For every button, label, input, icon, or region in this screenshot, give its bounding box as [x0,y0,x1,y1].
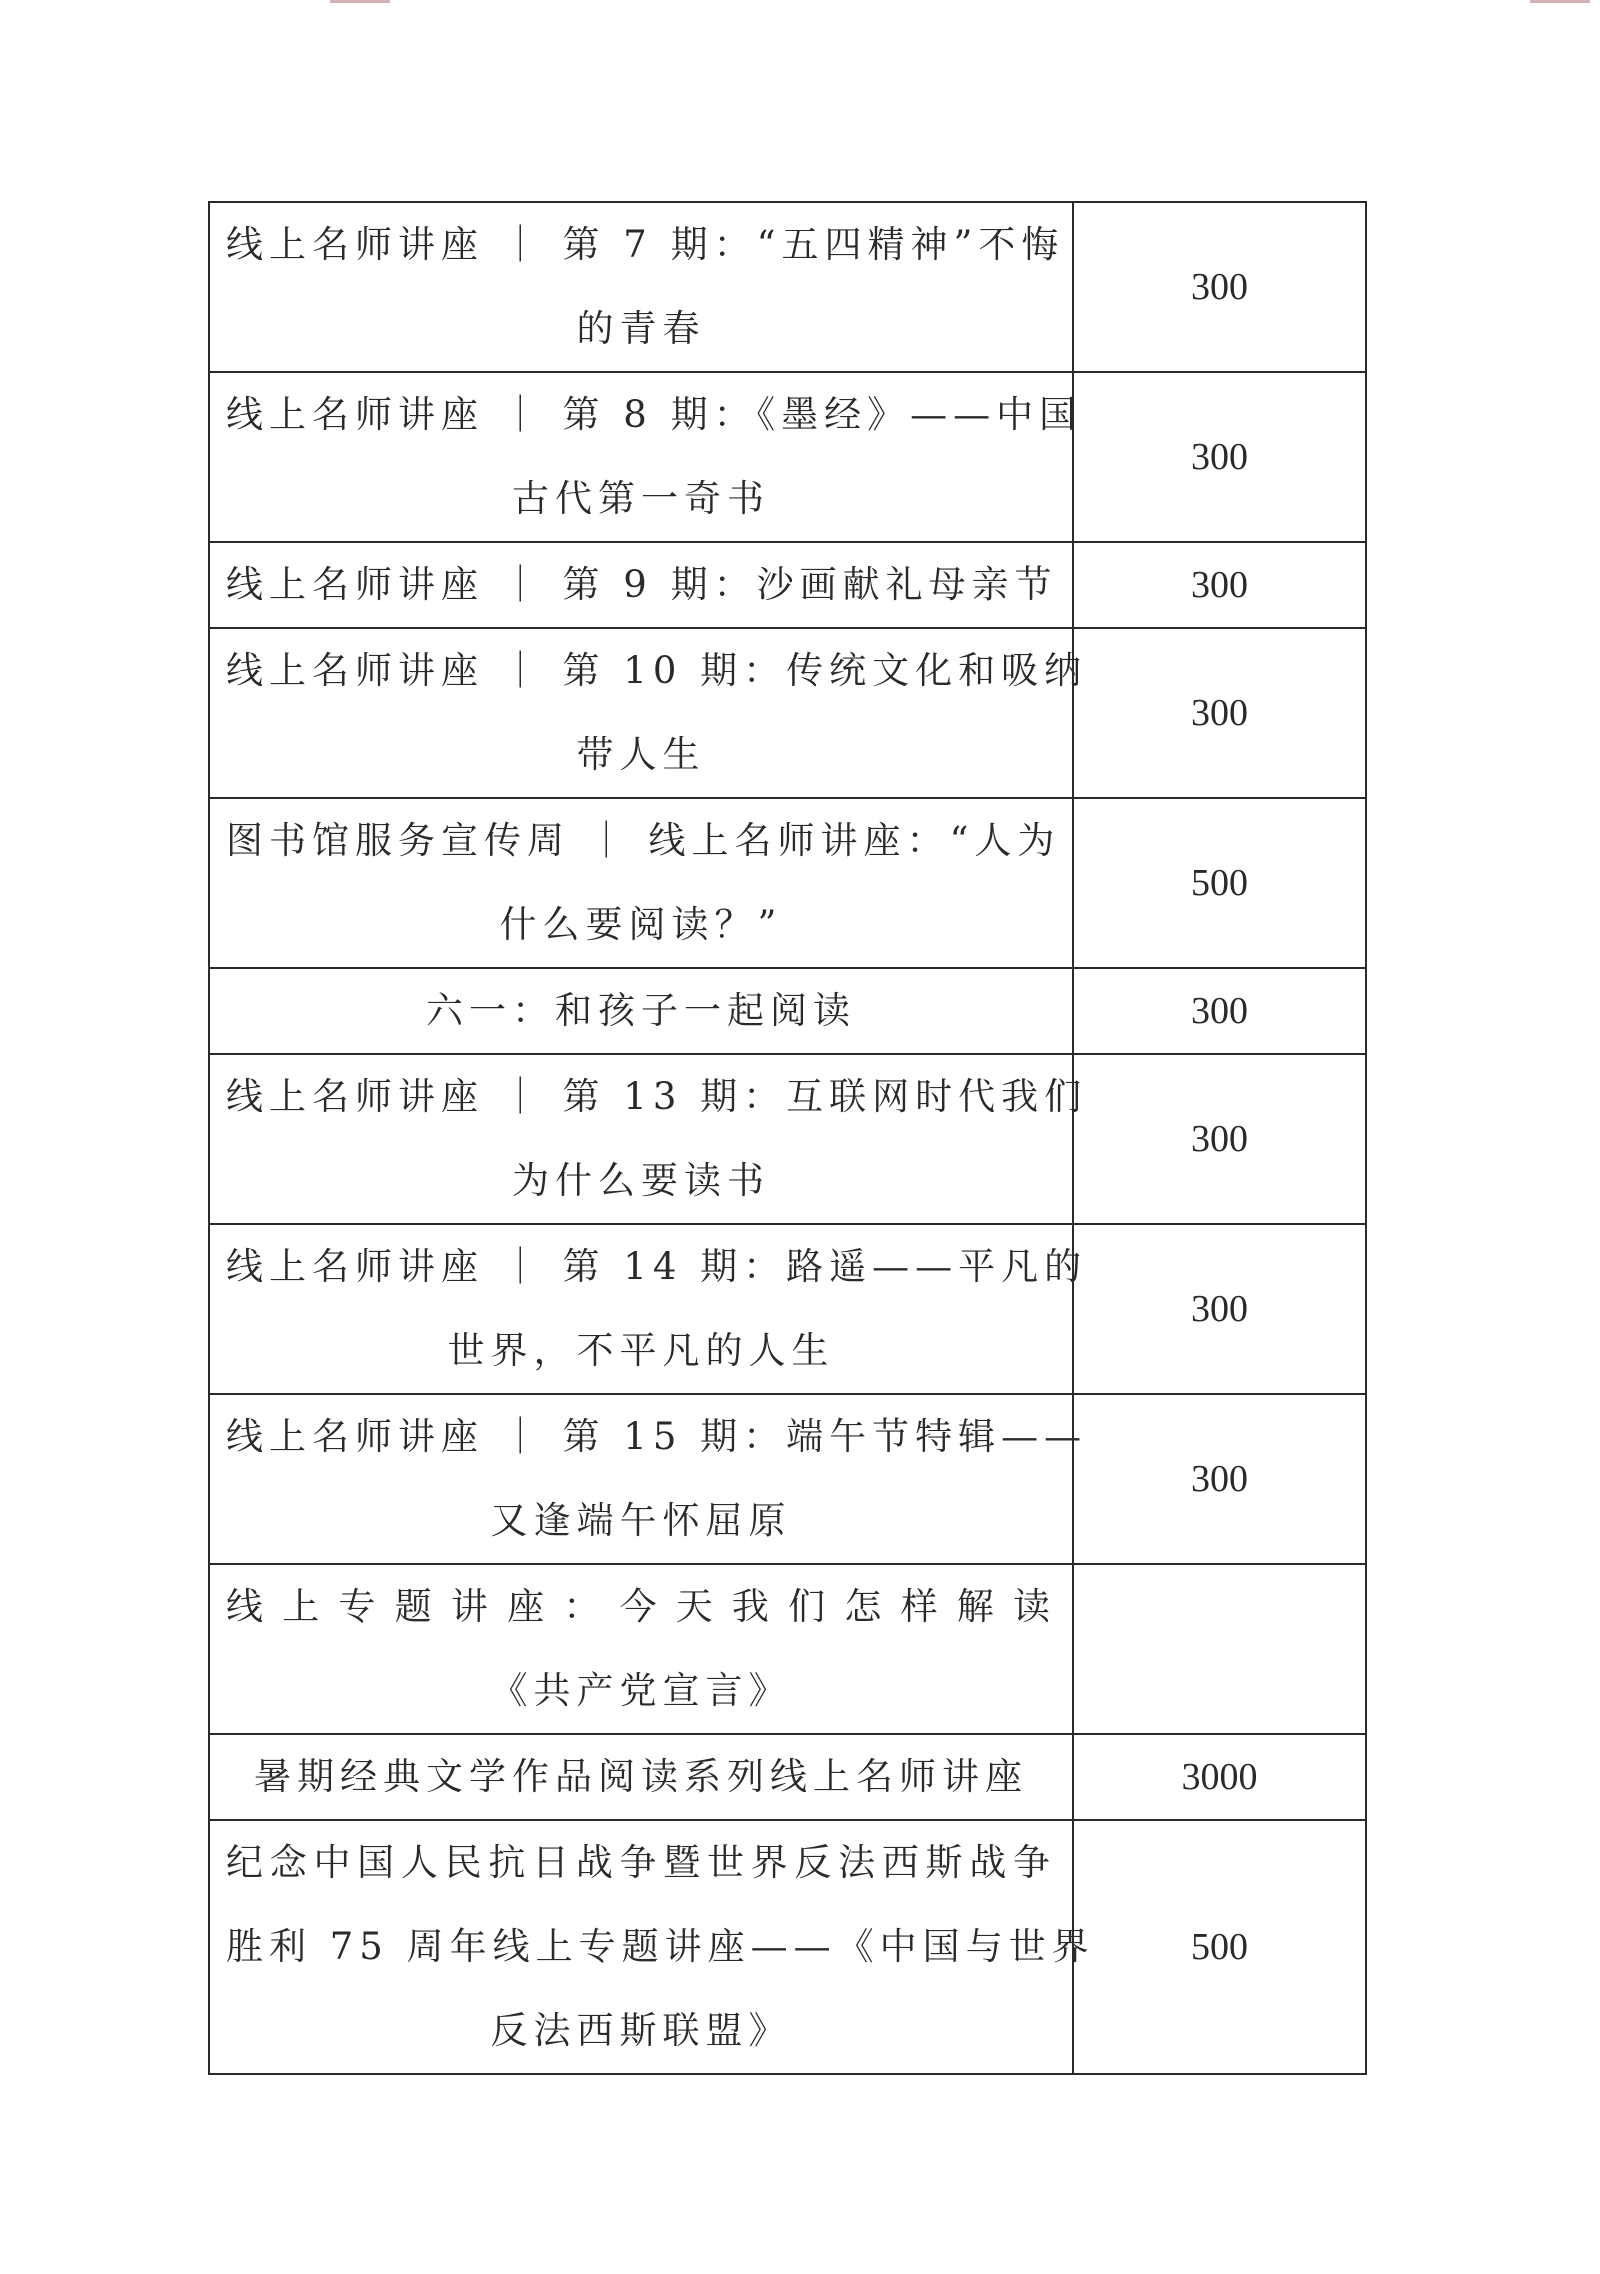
table-row [209,1224,1366,1394]
event-amount-cell: 300 [1073,628,1366,798]
page-edge-mark-right [1530,0,1590,3]
event-title-line: 为什么要读书 [512,1159,770,1202]
table-row [209,542,1366,628]
event-amount-cell: 300 [1073,1394,1366,1564]
event-amount-cell: 300 [1073,1054,1366,1224]
event-title-cell [209,1224,1088,1394]
event-title-line: 世界，不平凡的人生 [447,1329,835,1372]
event-title-line: 什么要阅读？” [499,903,783,946]
table-row [209,628,1366,798]
event-amount-cell: 300 [1073,372,1366,542]
table-row [209,1564,1366,1734]
event-amount-cell: 300 [1073,1224,1366,1394]
event-title-line: 六一：和孩子一起阅读 [426,989,856,1032]
event-title-cell [209,1564,1073,1734]
event-title-line: 胜利 75 周年线上专题讲座——《中国与世界 [226,1925,1095,1968]
event-title-cell [209,1054,1088,1224]
event-title-line: 图书馆服务宣传周 ｜ 线上名师讲座：“人为 [226,819,1061,862]
event-title-cell [209,372,1083,542]
event-title-line: 线上名师讲座 ｜ 第 15 期：端午节特辑—— [226,1415,1088,1458]
event-amount-cell [1073,1564,1366,1734]
event-title-line: 线上名师讲座 ｜ 第 7 期：“五四精神”不悔 [226,223,1065,266]
event-title-line: 线上名师讲座 ｜ 第 14 期：路遥——平凡的 [226,1245,1088,1288]
event-title-line: 的青春 [576,307,706,350]
event-title-cell [209,542,1073,628]
event-title-line: 《共产党宣言》 [490,1669,792,1712]
table-body [209,202,1366,2074]
event-amount-cell: 500 [1073,1820,1366,2074]
table-row [209,1054,1366,1224]
event-title-cell [209,798,1073,968]
event-title-cell [209,1820,1095,2074]
table-row [209,202,1366,372]
event-title-cell [209,968,1073,1054]
event-title-line: 线上名师讲座 ｜ 第 9 期：沙画献礼母亲节 [226,563,1058,606]
event-title-cell [209,628,1088,798]
event-amount-cell: 300 [1073,968,1366,1054]
event-title-line: 又逢端午怀屈原 [490,1499,792,1542]
event-title-line: 线上名师讲座 ｜ 第 13 期：互联网时代我们 [226,1075,1088,1118]
table-row [209,372,1366,542]
table-row [209,798,1366,968]
event-amount-cell: 3000 [1073,1734,1366,1820]
event-title-cell [209,202,1073,372]
table-row [209,1734,1366,1820]
events-budget-table [208,201,1367,2075]
event-title-cell [209,1734,1073,1820]
event-title-line: 纪念中国人民抗日战争暨世界反法西斯战争 [226,1841,1056,1884]
event-amount-cell: 300 [1073,202,1366,372]
page-edge-mark-left [330,0,390,3]
table-row [209,1394,1366,1564]
event-title-line: 线上名师讲座 ｜ 第 8 期：《墨经》——中国 [226,393,1083,436]
event-title-line: 线上名师讲座 ｜ 第 10 期：传统文化和吸纳 [226,649,1088,692]
event-amount-cell: 300 [1073,542,1366,628]
event-title-line: 暑期经典文学作品阅读系列线上名师讲座 [254,1755,1028,1798]
event-title-line: 线上专题讲座：今天我们怎样解读 [226,1585,1056,1628]
table-row [209,968,1366,1054]
event-amount-cell: 500 [1073,798,1366,968]
table-row [209,1820,1366,2074]
event-title-line: 反法西斯联盟》 [490,2009,792,2052]
event-title-line: 带人生 [576,733,706,776]
event-title-line: 古代第一奇书 [512,477,770,520]
event-title-cell [209,1394,1088,1564]
